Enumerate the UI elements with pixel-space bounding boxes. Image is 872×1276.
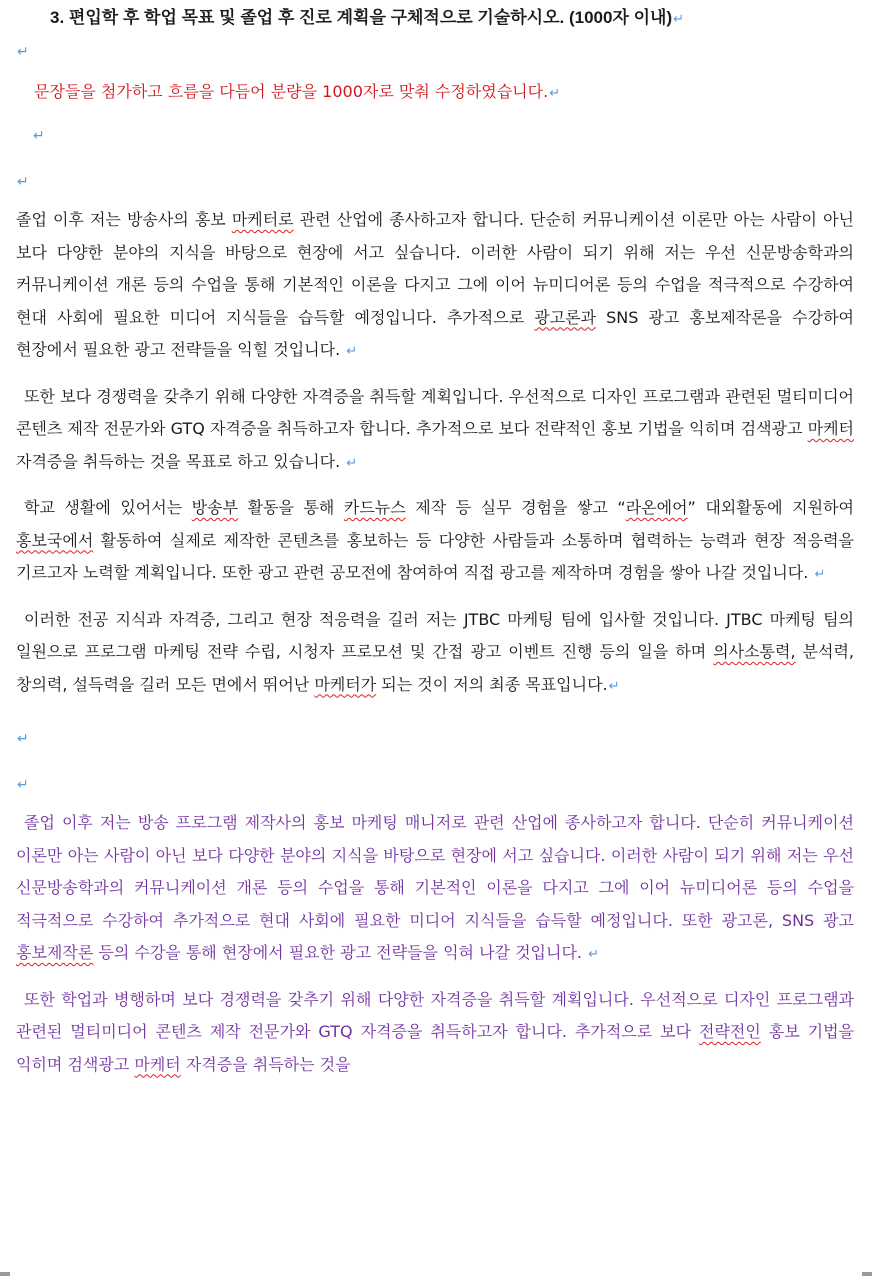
spellcheck-word[interactable]: 마케터 bbox=[134, 1054, 181, 1074]
paragraph-certifications bbox=[16, 381, 854, 481]
text-run: 분석력, 창의력, 설득력을 길러 모든 면에서 뛰어난 bbox=[16, 642, 854, 694]
spellcheck-word[interactable]: 방송부 bbox=[191, 498, 239, 517]
paragraph-mark-icon: ↵ bbox=[588, 947, 599, 962]
document-page[interactable] bbox=[16, 0, 854, 1093]
paragraph-mark-icon: ↵ bbox=[17, 777, 29, 793]
paragraph-mark-icon: ↵ bbox=[346, 344, 358, 359]
paragraph-mark-icon: ↵ bbox=[549, 86, 561, 101]
text-run: 졸업 이후 저는 방송 프로그램 제작사의 홍보 마케팅 매니저로 관련 산업에 종사하고자 합니다. 단순히 커뮤니케이션 이론만 아는 사람이 아닌 보다 다양한 분야의 지식을 바탕으로 현장에 서고 싶습니다. 이러한 사람이 되기 위해 저는 우선 신문방송학과의 커뮤니케이션 개론 등의 수업을 통해 기본적인 이론을 다지고 그에 이어 뉴미디어론 등의 수업을 적극적으로 수강하여 추가적으로 현대 사회에 필요한 미디어 지식들을 습득할 예정입니다. 또한 광고론, SNS 광고 bbox=[16, 813, 854, 930]
paragraph-mark-icon: ↵ bbox=[17, 174, 29, 190]
paragraph-final-goal bbox=[16, 604, 854, 704]
empty-paragraph bbox=[16, 28, 854, 74]
paragraph-mark-icon: ↵ bbox=[608, 678, 620, 694]
page-corner-mark bbox=[862, 1272, 872, 1276]
text-run: 되는 것이 저의 최종 목표입니다. bbox=[376, 674, 608, 694]
page-corner-mark bbox=[0, 1272, 10, 1276]
text-run: 또한 보다 경쟁력을 갖추기 위해 다양한 자격증을 취득할 계획입니다. 우선적으로 디자인 프로그램과 관련된 멀티미디어 콘텐츠 제작 전문가와 GTQ 자격증을 취득하고자 합니다. 추가적으로 보다 전략적인 홍보 기법을 익히며 검색광고 bbox=[16, 386, 854, 438]
spellcheck-word[interactable]: 홍보국에서 bbox=[16, 530, 94, 550]
text-run: 활동을 통해 bbox=[238, 498, 344, 517]
text-run: 홍보 기법을 익히며 검색광고 bbox=[16, 1022, 854, 1074]
spellcheck-word[interactable]: 마케터로 bbox=[231, 210, 294, 229]
paragraph-mark-icon: ↵ bbox=[673, 11, 685, 26]
empty-paragraph bbox=[16, 112, 854, 158]
paragraph-mark-icon: ↵ bbox=[814, 567, 826, 582]
text-run: 활동하여 실제로 제작한 콘텐츠를 홍보하는 등 다양한 사람들과 소통하며 협력하는 능력과 현장 적응력을 기르고자 노력할 계획입니다. 또한 광고 관련 공모전에 참여하여 직접 광고를 제작하며 경험을 쌓아 나갈 것입니다. bbox=[16, 530, 854, 582]
heading-text: 3. 편입학 후 학업 목표 및 졸업 후 진로 계획을 구체적으로 기술하시오. (1000자 이내) bbox=[50, 8, 673, 27]
spellcheck-word[interactable]: 광고론과 bbox=[534, 307, 597, 327]
paragraph-mark-icon: ↵ bbox=[33, 128, 45, 144]
question-heading bbox=[16, 3, 854, 28]
text-run: 학교 생활에 있어서는 bbox=[24, 498, 192, 517]
text-run: 또한 학업과 병행하며 보다 경쟁력을 갖추기 위해 다양한 자격증을 취득할 계획입니다. 우선적으로 디자인 프로그램과 관련된 멀티미디어 콘텐츠 제작 전문가와 GTQ 자격증을 취득하고자 합니다. 추가적으로 보다 bbox=[16, 989, 854, 1041]
text-run: 등의 수강을 통해 현장에서 필요한 광고 전략들을 익혀 나갈 것입니다. bbox=[93, 943, 588, 962]
paragraph-activities bbox=[16, 492, 854, 592]
text-run: 제작 등 실무 경험을 쌓고 “ bbox=[405, 498, 626, 517]
empty-paragraph bbox=[16, 761, 854, 807]
text-run: 이러한 전공 지식과 자격증, 그리고 현장 적응력을 길러 저는 JTBC 마케팅 팀에 입사할 것입니다. JTBC 마케팅 팀의 일원으로 프로그램 마케팅 전략 수립, 시청자 프로모션 및 간접 광고 이벤트 진행 등의 일을 하며 bbox=[16, 609, 854, 661]
text-run: ” 대외활동에 지원하여 bbox=[687, 498, 854, 517]
spellcheck-word[interactable]: 라온에어 bbox=[625, 498, 688, 517]
paragraph-mark-icon: ↵ bbox=[346, 455, 358, 471]
spellcheck-word[interactable]: 카드뉴스 bbox=[343, 498, 406, 517]
empty-paragraph bbox=[16, 158, 854, 204]
paragraph-revised-career-goal bbox=[16, 807, 854, 972]
spellcheck-word[interactable]: 홍보제작론 bbox=[16, 943, 94, 962]
paragraph-mark-icon: ↵ bbox=[17, 731, 29, 747]
spellcheck-word[interactable]: 전략전인 bbox=[699, 1022, 761, 1041]
text-run: SNS 광고 홍보제작론을 수강하여 현장에서 필요한 광고 전략들을 익힐 것입니다. bbox=[16, 307, 854, 359]
text-run: 자격증을 취득하는 것을 목표로 하고 있습니다. bbox=[16, 451, 346, 471]
paragraph-mark-icon: ↵ bbox=[17, 44, 29, 60]
paragraph-career-goal bbox=[16, 204, 854, 369]
text-run: 졸업 이후 저는 방송사의 홍보 bbox=[16, 210, 232, 229]
spellcheck-word[interactable]: 의사소통력, bbox=[713, 642, 796, 661]
editor-note bbox=[16, 78, 854, 108]
editor-note-text: 문장들을 첨가하고 흐름을 다듬어 분량을 1000자로 맞춰 수정하였습니다. bbox=[34, 82, 549, 101]
text-run: 자격증을 취득하는 것을 bbox=[180, 1054, 351, 1074]
text-run: 관련 산업에 종사하고자 합니다. 단순히 커뮤니케이션 이론만 아는 사람이 아닌 보다 다양한 분야의 지식을 바탕으로 현장에 서고 싶습니다. 이러한 사람이 되기 위해 저는 우선 신문방송학과의 커뮤니케이션 개론 등의 수업을 통해 기본적인 이론을 다지고 그에 이어 뉴미디어론 등의 수업을 적극적으로 수강하여 현대 사회에 필요한 미디어 지식들을 습득할 예정입니다. 추가적으로 bbox=[16, 210, 854, 327]
paragraph-revised-certifications bbox=[16, 984, 854, 1082]
empty-paragraph bbox=[16, 715, 854, 761]
spellcheck-word[interactable]: 마케터가 bbox=[314, 674, 377, 694]
spellcheck-word[interactable]: 마케터 bbox=[807, 419, 854, 438]
